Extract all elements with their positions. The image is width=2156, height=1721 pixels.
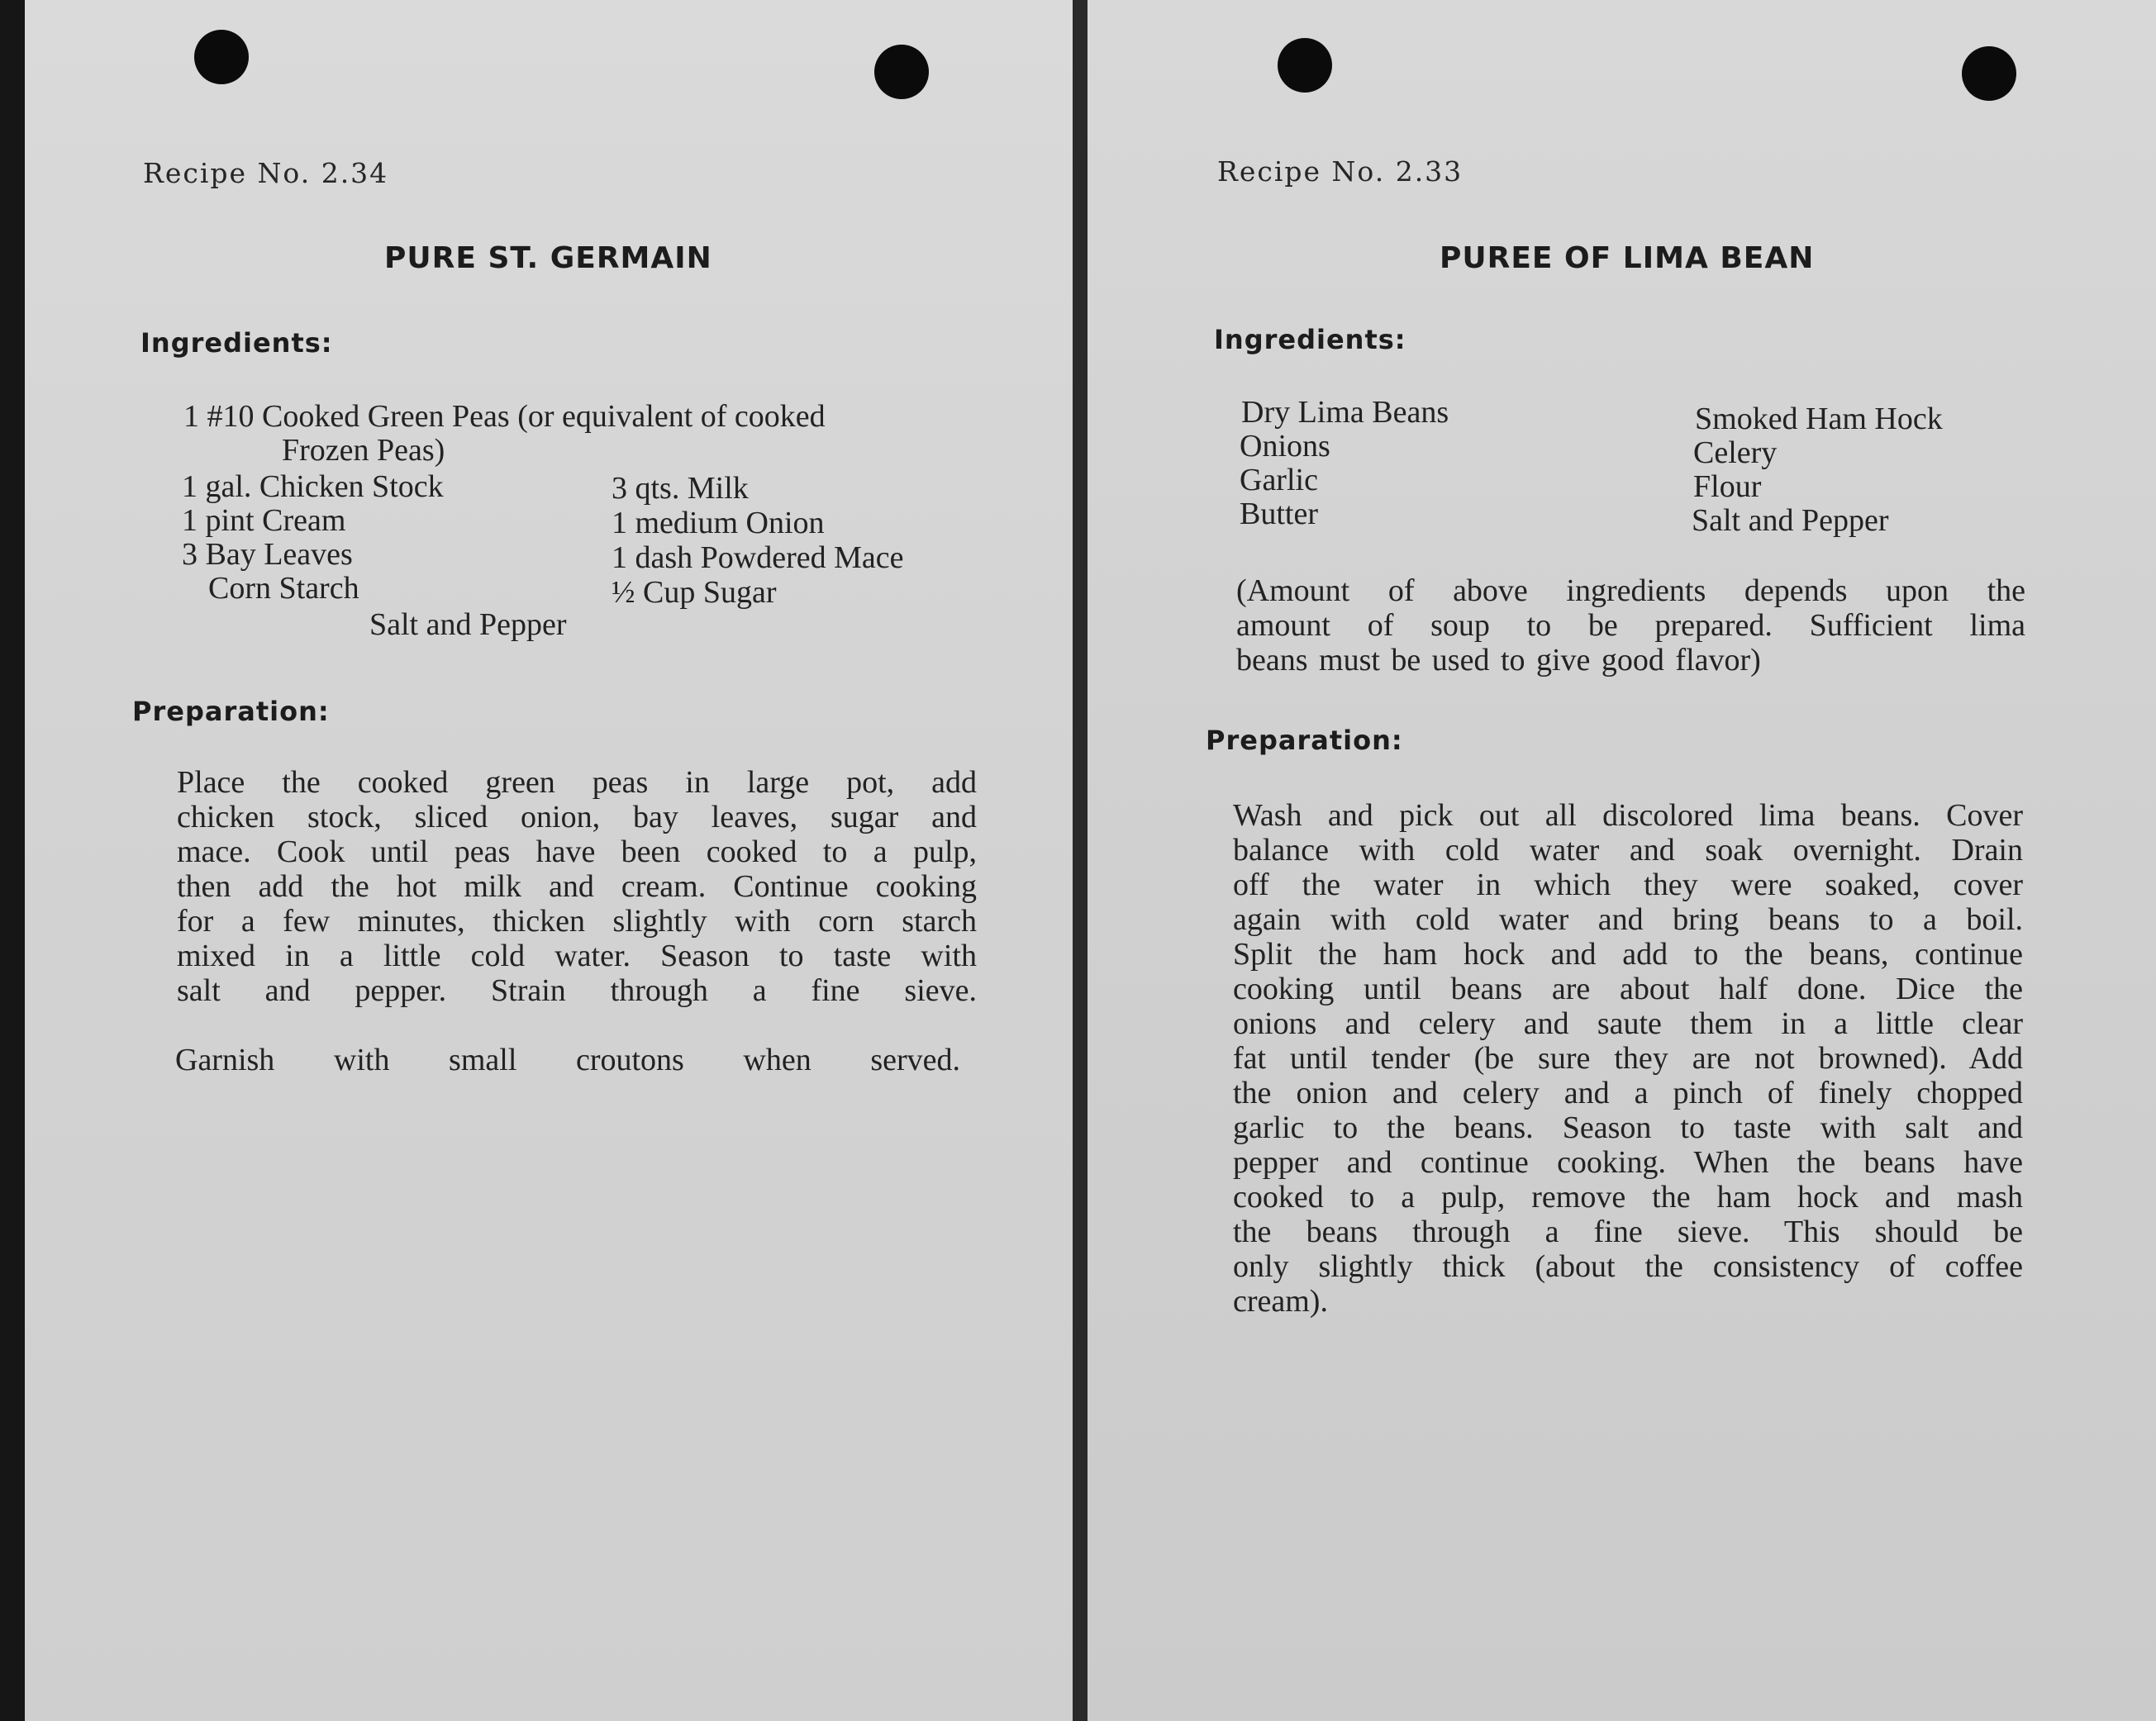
preparation-heading: Preparation:	[132, 696, 330, 727]
punch-hole-right	[874, 45, 929, 99]
preparation-line: cream).	[1233, 1284, 1328, 1319]
preparation-text	[177, 765, 977, 1008]
ingredient-line: Salt and Pepper	[369, 607, 567, 642]
ingredient-item: Flour	[1693, 469, 1762, 504]
note-line: (Amount of above ingredients depends upon the	[1236, 573, 2025, 608]
preparation-line: for a few minutes, thicken slightly with corn starch	[177, 904, 977, 939]
preparation-line: the onion and celery and a pinch of finely chopped	[1233, 1076, 2023, 1110]
punch-hole-left	[194, 30, 249, 84]
ingredient-item: Salt and Pepper	[1692, 503, 1889, 538]
ingredient-item: Celery	[1693, 435, 1778, 470]
preparation-line: cooking until beans are about half done. Dice the	[1233, 972, 2023, 1006]
preparation-text	[1233, 798, 2023, 1319]
preparation-line: off the water in which they were soaked, cover	[1233, 868, 2023, 902]
recipe-number: Recipe No. 2.33	[1217, 155, 1464, 188]
preparation-line: pepper and continue cooking. When the beans have	[1233, 1145, 2023, 1180]
ingredients-heading: Ingredients:	[1214, 324, 1406, 355]
garnish-line: Garnish with small croutons when served.	[175, 1043, 960, 1077]
ingredient-item: Garlic	[1240, 463, 1318, 497]
preparation-line: mixed in a little cold water. Season to taste with	[177, 939, 977, 973]
preparation-line: Place the cooked green peas in large pot, add	[177, 765, 977, 800]
preparation-line: garlic to the beans. Season to taste with salt and	[1233, 1110, 2023, 1145]
ingredient-item: Butter	[1240, 497, 1318, 531]
preparation-line: chicken stock, sliced onion, bay leaves, sugar and	[177, 800, 977, 834]
note-line: amount of soup to be prepared. Sufficient lima	[1236, 608, 2025, 643]
ingredients-heading: Ingredients:	[140, 327, 333, 359]
preparation-line: balance with cold water and soak overnight. Drain	[1233, 833, 2023, 868]
preparation-line: then add the hot milk and cream. Continue cooking	[177, 869, 977, 904]
preparation-line: Wash and pick out all discolored lima beans. Cover	[1233, 798, 2023, 833]
ingredients-note	[1236, 573, 2025, 677]
preparation-line: onions and celery and saute them in a little clear	[1233, 1006, 2023, 1041]
garnish-text	[175, 1043, 960, 1077]
preparation-line: mace. Cook until peas have been cooked to a pulp,	[177, 834, 977, 869]
recipe-title: PUREE OF LIMA BEAN	[1440, 241, 1815, 275]
punch-hole-left	[1278, 38, 1332, 93]
ingredient-item: 1 pint Cream	[182, 503, 346, 538]
ingredient-item: Onions	[1240, 429, 1330, 464]
ingredient-item: 1 gal. Chicken Stock	[182, 469, 444, 504]
ingredient-item: 1 medium Onion	[612, 506, 825, 540]
recipe-card-right	[1073, 0, 2156, 1721]
ingredient-item: 3 Bay Leaves	[182, 537, 353, 572]
ingredient-line: Frozen Peas)	[282, 433, 445, 468]
preparation-heading: Preparation:	[1206, 725, 1403, 756]
ingredient-item: Dry Lima Beans	[1241, 395, 1449, 430]
ingredient-line: 1 #10 Cooked Green Peas (or equivalent of cooked	[183, 399, 826, 434]
ingredient-item: 1 dash Powdered Mace	[612, 540, 904, 575]
preparation-line: cooked to a pulp, remove the ham hock and mash	[1233, 1180, 2023, 1215]
preparation-line: only slightly thick (about the consistency of coffee	[1233, 1249, 2023, 1284]
punch-hole-right	[1962, 46, 2016, 101]
recipe-title: PURE ST. GERMAIN	[384, 241, 712, 275]
ingredient-item: Corn Starch	[208, 571, 359, 606]
ingredient-item: Smoked Ham Hock	[1695, 402, 1943, 436]
note-line: beans must be used to give good flavor)	[1236, 643, 1761, 677]
preparation-line: again with cold water and bring beans to a boil.	[1233, 902, 2023, 937]
ingredient-item: 3 qts. Milk	[612, 471, 749, 506]
preparation-line: salt and pepper. Strain through a fine sieve.	[177, 973, 977, 1008]
ingredient-item: ½ Cup Sugar	[612, 575, 777, 610]
recipe-number: Recipe No. 2.34	[143, 157, 389, 189]
preparation-line: fat until tender (be sure they are not browned). Add	[1233, 1041, 2023, 1076]
preparation-line: Split the ham hock and add to the beans, continue	[1233, 937, 2023, 972]
preparation-line: the beans through a fine sieve. This should be	[1233, 1215, 2023, 1249]
recipe-card-left	[25, 0, 1073, 1721]
